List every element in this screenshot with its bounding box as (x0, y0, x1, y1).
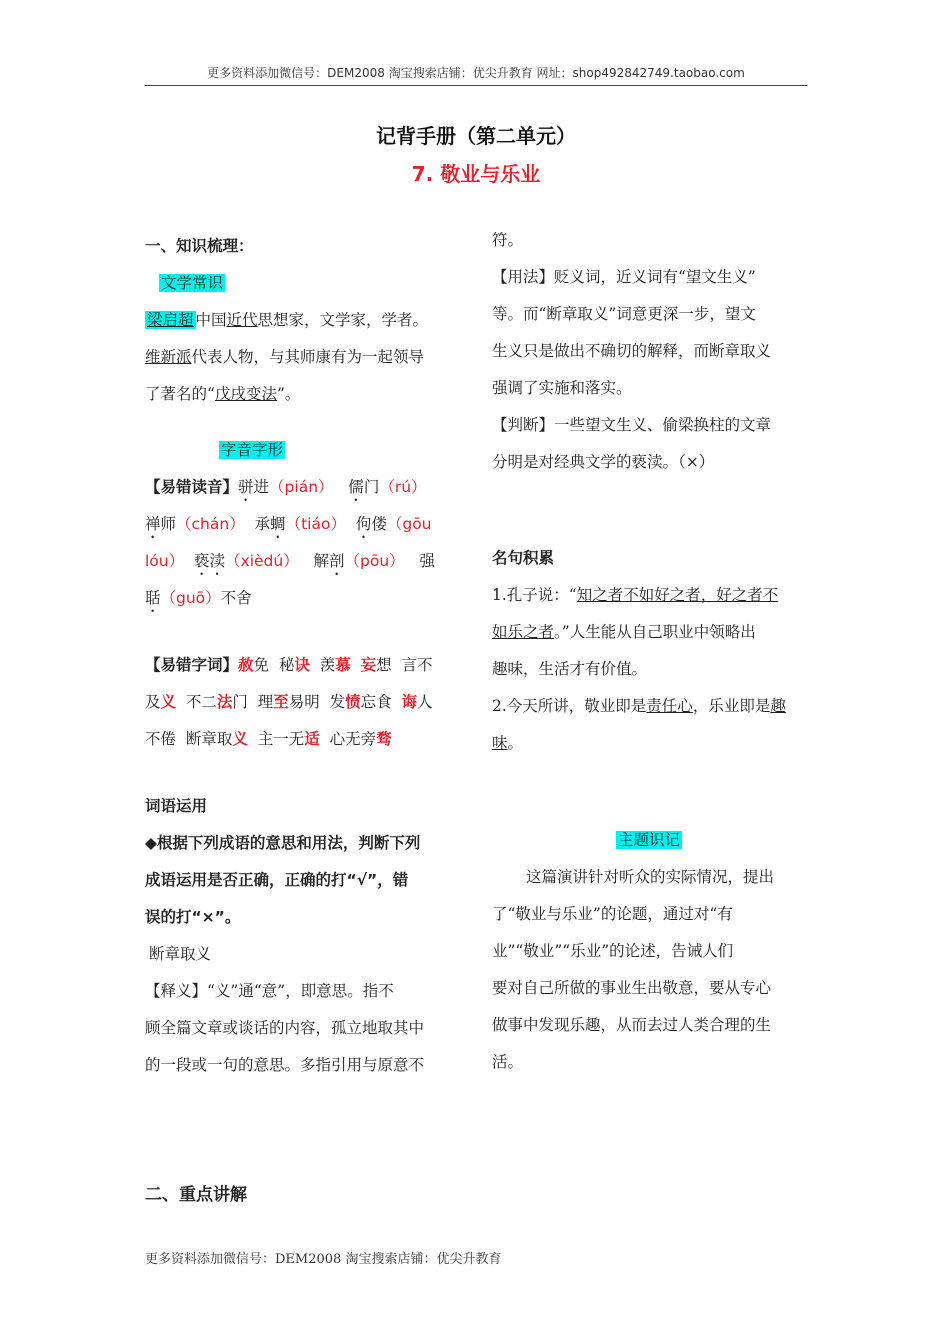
word-text: 免 秘 (253, 656, 295, 674)
wrong-words-tag: 【易错字词】 (145, 656, 239, 674)
word: 师 (160, 515, 177, 533)
idiom: 断章取义 (149, 945, 212, 963)
word: 承 (254, 515, 271, 533)
word-text: 易明 发 (288, 693, 346, 711)
word-text: 羡 (309, 656, 336, 674)
wrong-char: 适 (304, 729, 320, 748)
literature-text: 了著名的“ (145, 385, 215, 403)
usage-instruction: 误的打“×”。 (145, 908, 241, 926)
left-column (145, 228, 457, 413)
section1-heading: 一、知识梳理： (145, 237, 254, 255)
literature-text: 戊戌变法 (214, 385, 277, 403)
usage-block (145, 788, 457, 1084)
wrong-char: 骛 (376, 729, 392, 748)
word-text: 及 (145, 693, 161, 711)
page-header: 更多资料添加微信号：DEM2008 淘宝搜索店铺：优尖升教育 网址：shop492842749.taobao.com (145, 64, 807, 86)
word: 渎 (209, 552, 226, 570)
quote-text: 责任心 (646, 697, 693, 715)
pinyin: （gōu (386, 515, 432, 533)
definition-text: 的一段或一句的意思。多指引用与原意不 (145, 1056, 425, 1074)
word: 门 (363, 478, 380, 496)
quote-text: 知之者不如好之者，好之者不 (576, 586, 779, 604)
page-footer: 更多资料添加微信号：DEM2008 淘宝搜索店铺：优尖升教育 (145, 1252, 502, 1267)
word-text: 想 言不 (376, 656, 433, 674)
theme-text: 要对自己所做的事业生出敬意，要从专心 (492, 979, 772, 997)
quote-text: 1.孔子说：“ (492, 586, 577, 604)
word-text: 不二 (176, 693, 217, 711)
usage-text: 【用法】贬义词，近义词有“望文生义” (492, 268, 756, 286)
definition-text: 顾全篇文章或谈话的内容，孤立地取其中 (145, 1019, 425, 1037)
word-text (351, 656, 361, 674)
word: 佝 (355, 515, 372, 533)
theme-text: 做事中发现乐趣，从而去过人类合理的生 (492, 1016, 772, 1034)
word: 禅 (145, 515, 161, 533)
word: 儒 (348, 478, 364, 496)
quote-text: 如乐之者 (492, 623, 555, 641)
pinyin: （chán） (176, 515, 245, 533)
word: 解 (313, 552, 329, 570)
wrong-char: 至 (273, 692, 289, 711)
literature-text: 中国 (195, 311, 227, 329)
word: 强 (419, 552, 435, 570)
quote-text: 趣味，生活才有价值。 (492, 660, 648, 678)
pinyin: （guō） (160, 589, 221, 607)
quote-text: 2.今天所讲，敬业即是 (492, 697, 647, 715)
word-text: 主一无 (247, 730, 305, 748)
literature-text: 近代 (226, 311, 258, 329)
pronunciation-tag: 【易错读音】 (145, 478, 239, 496)
literature-text: 思想家，文学家，学者。 (257, 311, 429, 329)
usage-instruction: 成语运用是否正确，正确的打“√”，错 (145, 871, 409, 889)
definition-text: 【释义】“义”通“意”，即意思。指不 (145, 982, 394, 1000)
word: 偻 (371, 515, 387, 533)
literature-text: 维新派 (145, 348, 192, 366)
literature-label: 文学常识 (161, 274, 224, 292)
quote-text: 。”人生能从自己职业中领略出 (554, 623, 756, 641)
wrong-char: 赦 (238, 655, 254, 674)
usage-heading: 词语运用 (145, 797, 208, 815)
wrong-char: 义 (160, 692, 177, 711)
pronunciation-block (145, 432, 457, 617)
word-text: 门 理 (232, 693, 274, 711)
wrong-char: 诀 (294, 655, 310, 674)
literature-text: ”。 (276, 385, 301, 403)
page-title: 记背手册（第二单元） (376, 124, 576, 148)
word-text: 忘食 (360, 693, 402, 711)
wrong-char: 慕 (335, 655, 351, 674)
theme-text: 活。 (492, 1053, 524, 1071)
pinyin: （pián） (269, 478, 334, 496)
theme-label: 主题识记 (617, 831, 680, 849)
judge-text: 【判断】一些望文生义、偷梁换柱的文章 (492, 416, 772, 434)
word: 剖 (329, 552, 345, 570)
wrong-words-block (145, 646, 457, 757)
word: 蜩 (270, 515, 286, 533)
pinyin: （rú） (379, 478, 427, 496)
literature-text: 代表人物，与其师康有为一起领导 (191, 348, 425, 366)
wrong-char: 义 (232, 729, 248, 748)
word: 不舍 (220, 589, 252, 607)
usage-text: 等。而“断章取义”词意更深一步，望文 (492, 305, 756, 323)
wrong-char: 妄 (360, 655, 377, 674)
author-name: 梁启超 (147, 311, 194, 329)
quotes-block (492, 540, 806, 762)
section2-heading: 二、重点讲解 (145, 1185, 247, 1205)
lesson-title: 7. 敬业与乐业 (411, 162, 541, 186)
quote-text: 味 (492, 734, 508, 752)
pinyin: （pōu） (344, 552, 405, 570)
wrong-char: 愤 (345, 692, 361, 711)
quote-text: 。 (507, 734, 524, 752)
word-text: 不倦 断章取 (145, 730, 233, 748)
definition-text: 符。 (492, 231, 524, 249)
pinyin: （xièdú） (225, 552, 299, 570)
usage-text: 生义只是做出不确切的解释，而断章取义 (492, 342, 772, 360)
right-column (492, 222, 806, 481)
usage-text: 强调了实施和落实。 (492, 379, 632, 397)
pronunciation-label: 字音字形 (221, 441, 284, 459)
theme-block (492, 822, 806, 1081)
quote-text: ，乐业即是 (692, 697, 771, 715)
word-text: 人 (417, 693, 433, 711)
quotes-heading: 名句积累 (492, 549, 555, 567)
quote-text: 趣 (770, 697, 786, 715)
theme-text: 这篇演讲针对听众的实际情况，提出 (526, 868, 775, 886)
word: 亵 (193, 552, 210, 570)
theme-text: 业”“敬业”“乐业”的论述，告诫人们 (492, 942, 734, 960)
wrong-char: 诲 (401, 692, 418, 711)
word: 骈 (238, 478, 254, 496)
pinyin: （tiáo） (285, 515, 346, 533)
pinyin: lóu） (145, 552, 185, 570)
wrong-char: 法 (216, 692, 233, 711)
judge-text: 分明是对经典文学的亵渎。（×） (492, 453, 715, 471)
word-text: 心无旁 (319, 730, 377, 748)
word: 进 (253, 478, 270, 496)
theme-text: 了“敬业与乐业”的论题，通过对“有 (492, 905, 733, 923)
usage-instruction: ◆根据下列成语的意思和用法，判断下列 (145, 834, 421, 852)
word: 聒 (145, 589, 161, 607)
